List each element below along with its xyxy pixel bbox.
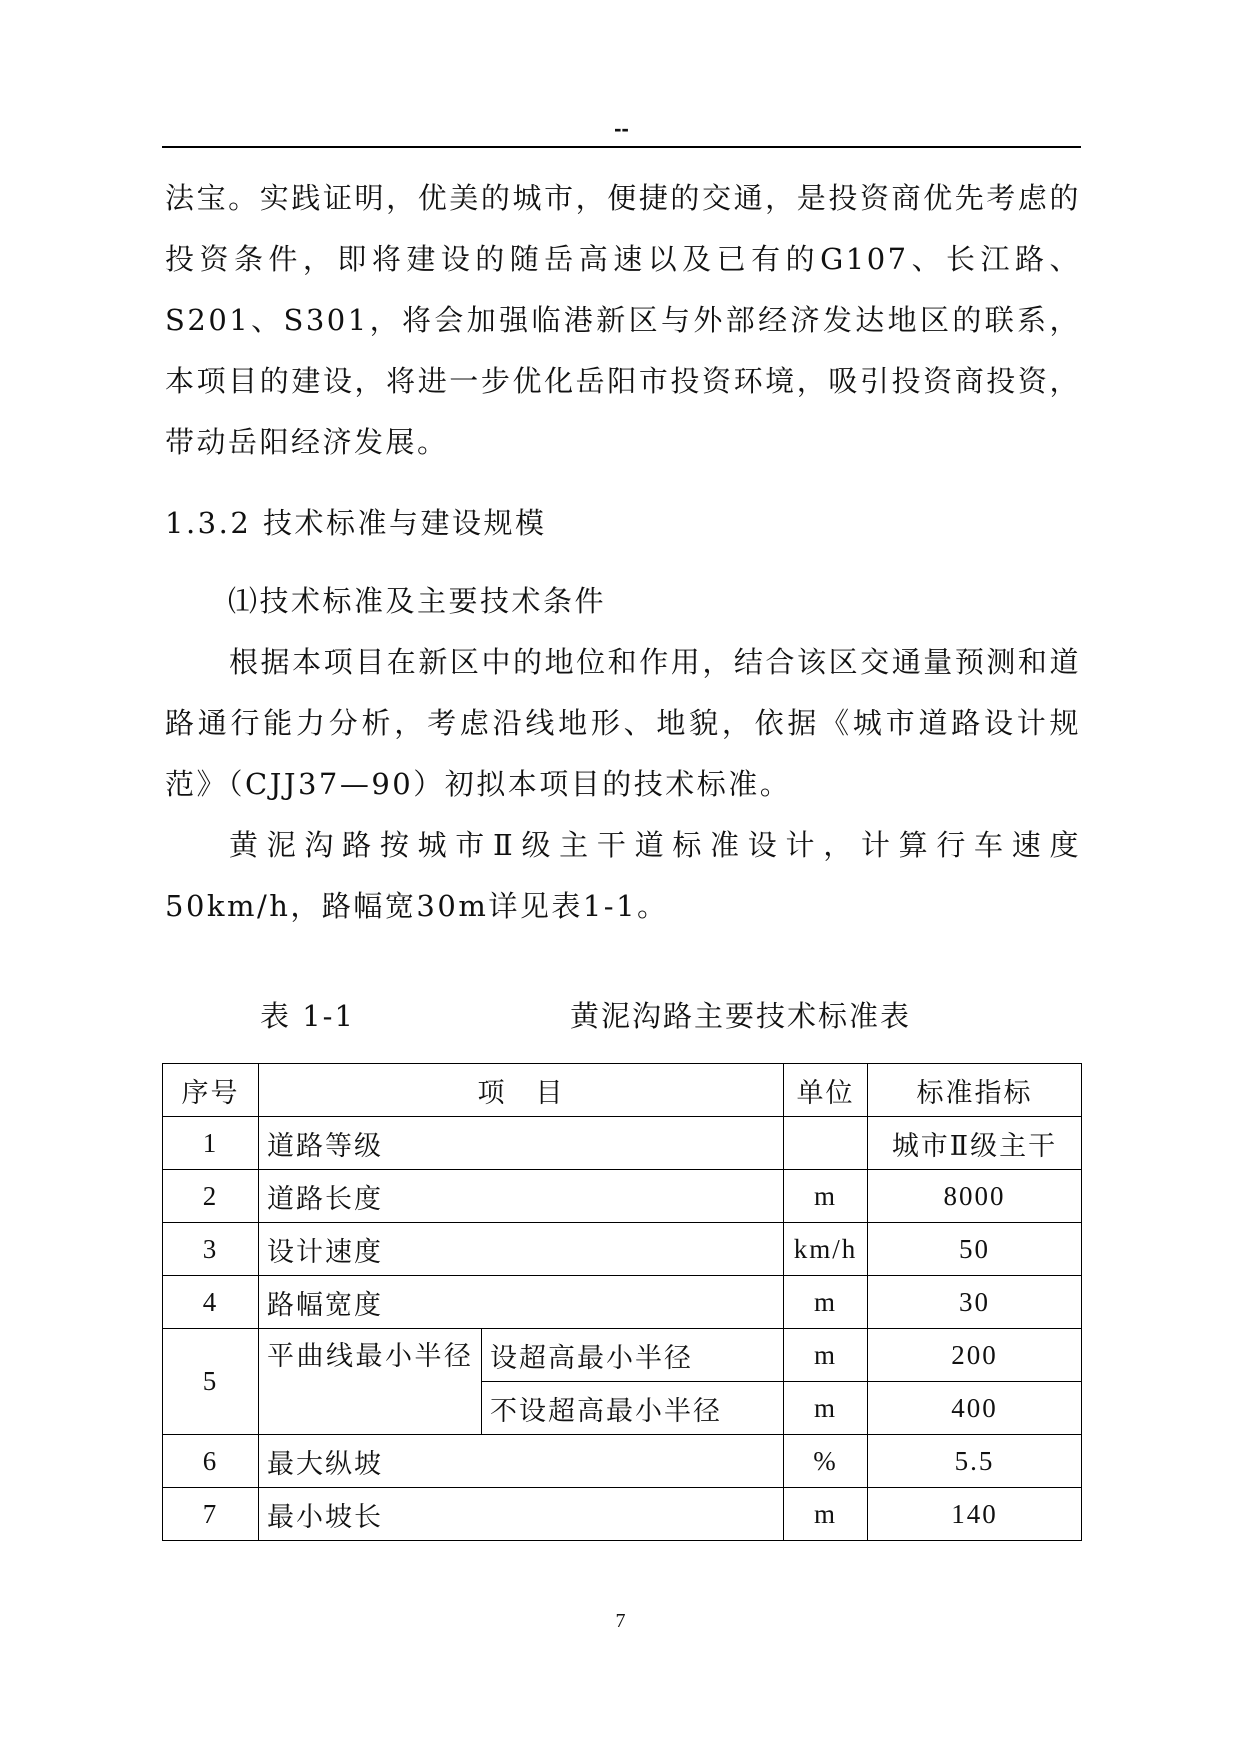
row-index: 4 (163, 1276, 259, 1329)
row-index: 3 (163, 1223, 259, 1276)
row-unit (784, 1117, 868, 1170)
row-unit: m (784, 1382, 868, 1435)
row-item: 设计速度 (259, 1223, 784, 1276)
row-index: 6 (163, 1435, 259, 1488)
header-mark: -- (614, 116, 629, 141)
row-value: 5.5 (868, 1435, 1082, 1488)
header-value: 标准指标 (868, 1064, 1082, 1117)
row-item: 道路长度 (259, 1170, 784, 1223)
table-row (163, 1329, 1082, 1382)
row-unit: km/h (784, 1223, 868, 1276)
row-index: 1 (163, 1117, 259, 1170)
row-unit: m (784, 1276, 868, 1329)
row-value: 50 (868, 1223, 1082, 1276)
table-row (163, 1170, 1082, 1223)
subsection-heading: ⑴技术标准及主要技术条件 (228, 584, 607, 618)
table-caption-label: 表 1-1 (260, 999, 355, 1033)
section-heading: 1.3.2 技术标准与建设规模 (165, 506, 547, 540)
row-value: 200 (868, 1329, 1082, 1382)
row-value: 8000 (868, 1170, 1082, 1223)
paragraph-standards-basis: 根据本项目在新区中的地位和作用，结合该区交通量预测和道路通行能力分析，考虑沿线地形、地貌，依据《城市道路设计规范》（CJJ37—90）初拟本项目的技术标准。 (165, 645, 1081, 801)
row-value: 400 (868, 1382, 1082, 1435)
page-number: 7 (615, 1610, 626, 1632)
header-index: 序号 (163, 1064, 259, 1117)
row-value: 城市Ⅱ级主干 (868, 1117, 1082, 1170)
row-index: 7 (163, 1488, 259, 1541)
page-header (162, 112, 1081, 148)
row-unit: m (784, 1329, 868, 1382)
row-item: 道路等级 (259, 1117, 784, 1170)
row-item: 平曲线最小半径 (259, 1329, 482, 1435)
row-value: 140 (868, 1488, 1082, 1541)
row-unit: % (784, 1435, 868, 1488)
header-item: 项 目 (259, 1064, 784, 1117)
row-unit: m (784, 1488, 868, 1541)
row-item: 最大纵坡 (259, 1435, 784, 1488)
table-row (163, 1435, 1082, 1488)
technical-standards-table (162, 1063, 1082, 1541)
header-unit: 单位 (784, 1064, 868, 1117)
table-caption-title: 黄泥沟路主要技术标准表 (570, 999, 912, 1033)
document-body (165, 168, 1081, 937)
table-row (163, 1223, 1082, 1276)
row-unit: m (784, 1170, 868, 1223)
row-item: 路幅宽度 (259, 1276, 784, 1329)
row-value: 30 (868, 1276, 1082, 1329)
table-row (163, 1488, 1082, 1541)
row-index: 5 (163, 1329, 259, 1435)
paragraph-road-design: 黄泥沟路按城市Ⅱ级主干道标准设计，计算行车速度50km/h，路幅宽30m详见表1-1。 (165, 828, 1081, 923)
row-item: 最小坡长 (259, 1488, 784, 1541)
row-sub-item: 设超高最小半径 (482, 1329, 784, 1382)
paragraph-continuation: 法宝。实践证明，优美的城市，便捷的交通，是投资商优先考虑的投资条件，即将建设的随岳高速以及已有的G107、长江路、S201、S301，将会加强临港新区与外部经济发达地区的联系，本项目的建设，将进一步优化岳阳市投资环境，吸引投资商投资，带动岳阳经济发展。 (165, 181, 1081, 459)
table-row (163, 1117, 1082, 1170)
table-row (163, 1276, 1082, 1329)
row-index: 2 (163, 1170, 259, 1223)
row-sub-item: 不设超高最小半径 (482, 1382, 784, 1435)
table-header-row (163, 1064, 1082, 1117)
